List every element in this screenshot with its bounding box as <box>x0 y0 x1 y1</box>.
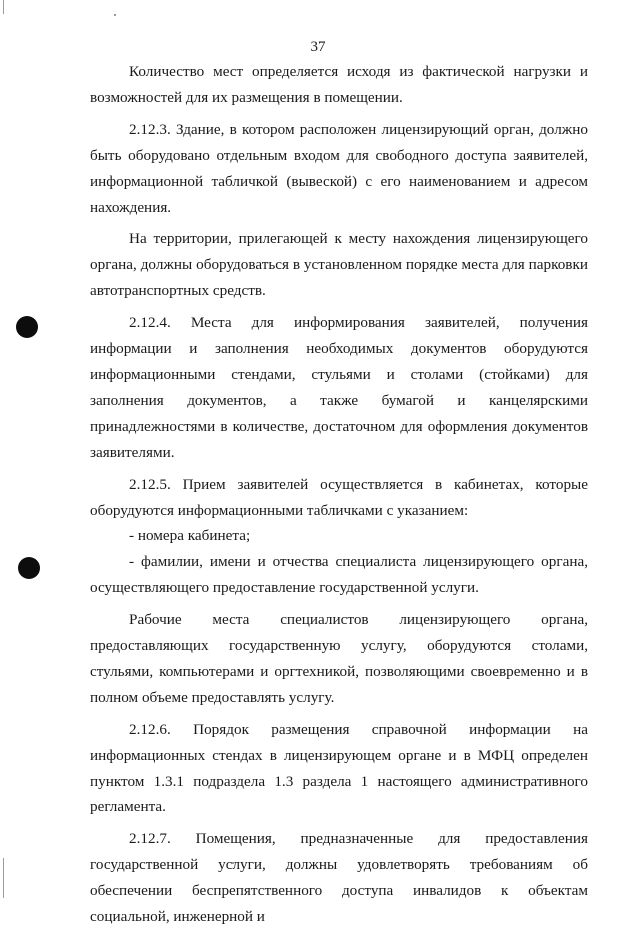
paragraph: На территории, прилегающей к месту нахождения лицензирующего органа, должны оборудоваться в установленном порядке места для парковки автотранспортных средств. <box>90 230 588 300</box>
document-body <box>90 59 588 930</box>
paragraph: Рабочие места специалистов лицензирующего органа, предоставляющих государственную услугу, оборудуются столами, стульями, компьютерами и оргтехникой, позволяющими своевременно и в полном объеме предоставлять услугу. <box>90 611 588 706</box>
scan-speck <box>114 14 116 16</box>
paragraph: 2.12.5. Прием заявителей осуществляется в кабинетах, которые оборудуются информационными табличками с указанием: <box>90 475 588 519</box>
paragraph: 2.12.6. Порядок размещения справочной информации на информационных стендах в лицензирующем органе и в МФЦ определен пунктом 1.3.1 подраздела 1.3 раздела 1 настоящего административного регламента. <box>90 720 588 816</box>
scan-edge-mark <box>3 858 4 898</box>
punch-hole <box>16 316 38 338</box>
paragraph: Количество мест определяется исходя из фактической нагрузки и возможностей для их размещения в помещении. <box>90 63 588 106</box>
paragraph: 2.12.7. Помещения, предназначенные для предоставления государственной услуги, должны удовлетворять требованиям об обеспечении беспрепятственного доступа инвалидов к объектам социальной, инженерной и <box>90 830 588 926</box>
scan-edge-mark <box>3 0 4 14</box>
paragraph: 2.12.3. Здание, в котором расположен лицензирующий орган, должно быть оборудовано отдельным входом для свободного доступа заявителей, информационной табличкой (вывеской) с его наименованием и адресом нахождения. <box>90 120 588 216</box>
punch-hole <box>18 557 40 579</box>
list-item: - фамилии, имени и отчества специалиста лицензирующего органа, осуществляющего предоставление государственной услуги. <box>90 553 588 597</box>
list-item: - номера кабинета; <box>129 527 251 545</box>
paragraph: 2.12.4. Места для информирования заявителей, получения информации и заполнения необходимых документов оборудуются информационными стендами, стульями и столами (стойками) для заполнения документов, а также бумагой и канцелярскими принадлежностями в количестве, достаточном для оформления документов заявителями. <box>90 314 588 461</box>
page-number: 37 <box>310 39 326 55</box>
